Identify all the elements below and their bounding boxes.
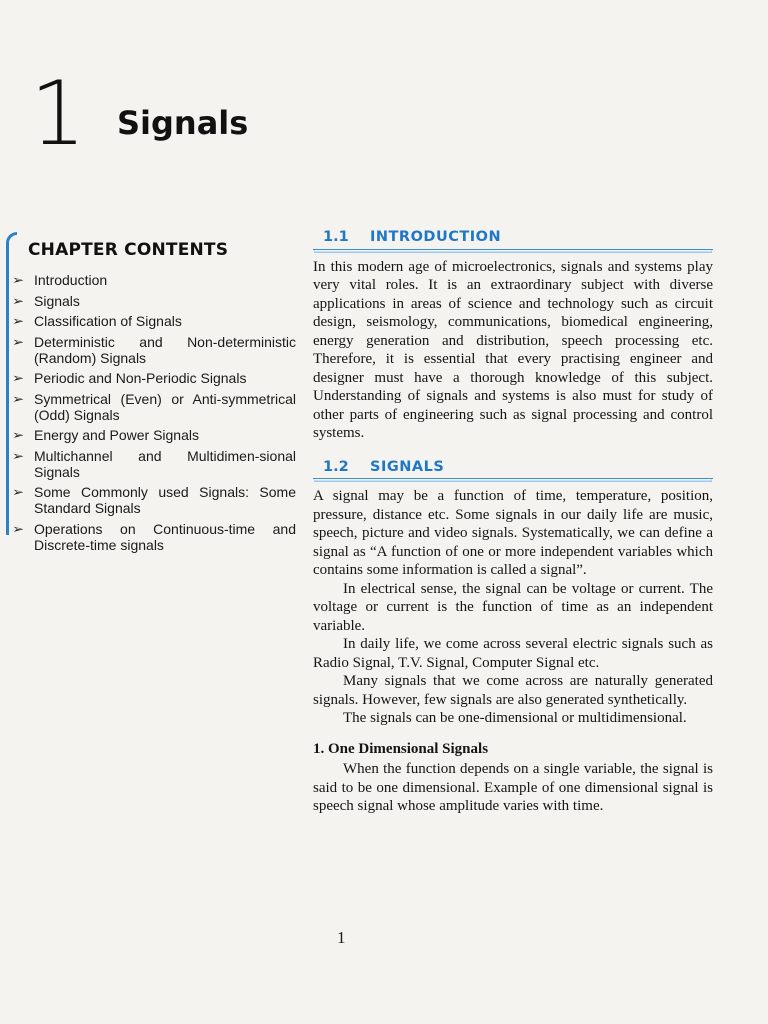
paragraph: In this modern age of microelectronics, signals and systems play very vital roles. It is an extraordinary subject with diverse applications in areas of science and technology such as circuit design, seismology, communications, biomedical engineering, energy generation and distribution, speech processing etc. Therefore, it is essential that every practising engineer and designer must have a thorough knowledge of this subject. Understanding of signals and systems is also must for study of other parts of engineering such as signal processing and control systems. [313, 258, 713, 441]
contents-item: ➢ Multichannel and Multidimen-sional Signals [12, 447, 296, 480]
arrow-bullet-icon: ➢ [12, 334, 25, 349]
arrow-bullet-icon: ➢ [12, 448, 25, 463]
arrow-bullet-icon: ➢ [12, 371, 25, 385]
section-title: SIGNALS [370, 458, 445, 475]
arrow-bullet-icon: ➢ [12, 485, 25, 499]
paragraph: When the function depends on a single variable, the signal is said to be one dimensional. Example of one dimensional signal is speech signal whose amplitude varies with time. [313, 761, 713, 814]
paragraph: The signals can be one-dimensional or multidimensional. [343, 710, 687, 726]
contents-item: ➢ Operations on Continuous-time and Discrete-time signals [12, 520, 296, 553]
arrow-bullet-icon: ➢ [12, 428, 25, 442]
chapter-title: Signals [117, 104, 249, 142]
contents-list [14, 272, 296, 557]
main-text-column [313, 228, 713, 816]
section-heading-signals [313, 458, 713, 480]
section-title: INTRODUCTION [370, 229, 502, 245]
contents-item: ➢ Some Commonly used Signals: Some Standard Signals [12, 484, 296, 516]
contents-item: ➢ Symmetrical (Even) or Anti-symmetrical (Odd) Signals [12, 390, 296, 423]
contents-item: ➢ Energy and Power Signals [12, 427, 199, 443]
paragraph: In electrical sense, the signal can be voltage or current. The voltage or current is the function of time as an independent variable. [313, 580, 713, 634]
contents-item: ➢ Periodic and Non-Periodic Signals [12, 370, 247, 386]
contents-item: ➢ Classification of Signals [12, 313, 182, 329]
section-heading-introduction [313, 228, 713, 250]
contents-item: ➢ Deterministic and Non-deterministic (Random) Signals [12, 333, 296, 366]
contents-item: ➢ Signals [12, 292, 80, 309]
paragraph: A signal may be a function of time, temperature, position, pressure, distance etc. Some signals in our daily life are music, speech, picture and video signals. Systematically, we can define a signal as “A function of one or more independent variables which contains some information is called a signal”. [313, 488, 713, 578]
chapter-number: 1 [30, 62, 86, 165]
contents-heading: CHAPTER CONTENTS [28, 240, 229, 260]
arrow-bullet-icon: ➢ [12, 521, 25, 536]
paragraph: In daily life, we come across several electric signals such as Radio Signal, T.V. Signal, Computer Signal etc. [313, 636, 713, 671]
section-number: 1.2 [323, 458, 349, 475]
arrow-bullet-icon: ➢ [12, 391, 25, 406]
section-number: 1.1 [323, 229, 349, 245]
subsection-heading: 1. One Dimensional Signals [313, 740, 489, 757]
paragraph: Many signals that we come across are naturally generated signals. However, few signals are also generated synthetically. [313, 673, 713, 708]
arrow-bullet-icon: ➢ [12, 314, 25, 328]
arrow-bullet-icon: ➢ [12, 273, 25, 287]
page-number: 1 [337, 928, 346, 947]
contents-item: ➢ Introduction [12, 272, 108, 288]
arrow-bullet-icon: ➢ [12, 293, 25, 308]
